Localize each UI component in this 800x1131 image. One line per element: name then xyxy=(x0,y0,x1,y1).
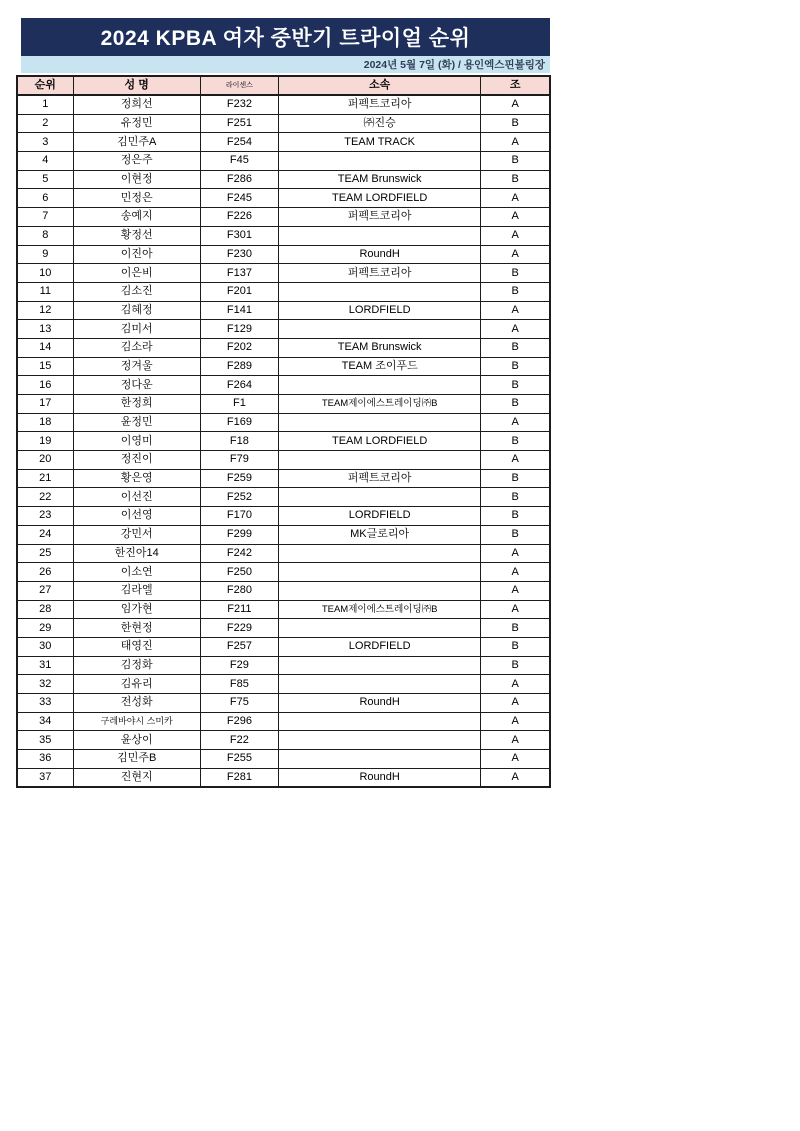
rank-cell: 11 xyxy=(17,282,73,301)
team-cell: TEAM Brunswick xyxy=(278,338,480,357)
table-row xyxy=(17,768,550,787)
name-cell: 김라엘 xyxy=(73,581,200,600)
rank-cell: 12 xyxy=(17,301,73,320)
group-cell: A xyxy=(481,750,550,769)
team-cell: TEAM 조이푸드 xyxy=(278,357,480,376)
table-row xyxy=(17,376,550,395)
team-cell xyxy=(278,282,480,301)
table-row xyxy=(17,95,550,114)
name-cell: 황정선 xyxy=(73,226,200,245)
team-cell xyxy=(278,413,480,432)
rank-cell: 9 xyxy=(17,245,73,264)
license-cell: F229 xyxy=(200,619,278,638)
table-row xyxy=(17,488,550,507)
rank-cell: 13 xyxy=(17,320,73,339)
name-cell: 한현정 xyxy=(73,619,200,638)
table-row xyxy=(17,525,550,544)
group-cell: B xyxy=(481,152,550,171)
table-row xyxy=(17,133,550,152)
team-cell: TEAM제이에스트레이딩㈜B xyxy=(278,600,480,619)
table-row xyxy=(17,413,550,432)
team-cell xyxy=(278,563,480,582)
team-cell: RoundH xyxy=(278,694,480,713)
name-cell: 정은주 xyxy=(73,152,200,171)
license-cell: F85 xyxy=(200,675,278,694)
team-cell: ㈜진승 xyxy=(278,114,480,133)
name-cell: 한진아14 xyxy=(73,544,200,563)
team-cell xyxy=(278,656,480,675)
rank-cell: 10 xyxy=(17,264,73,283)
table-row xyxy=(17,338,550,357)
rank-cell: 8 xyxy=(17,226,73,245)
table-row xyxy=(17,432,550,451)
col-header-license: 라이센스 xyxy=(200,76,278,95)
group-cell: A xyxy=(481,208,550,227)
name-cell: 민정은 xyxy=(73,189,200,208)
table-row xyxy=(17,675,550,694)
table-row xyxy=(17,245,550,264)
team-cell: 퍼펙트코리아 xyxy=(278,264,480,283)
group-cell: B xyxy=(481,507,550,526)
name-cell: 윤정민 xyxy=(73,413,200,432)
license-cell: F286 xyxy=(200,170,278,189)
group-cell: A xyxy=(481,451,550,470)
group-cell: B xyxy=(481,469,550,488)
team-cell xyxy=(278,451,480,470)
license-cell: F255 xyxy=(200,750,278,769)
rank-cell: 19 xyxy=(17,432,73,451)
license-cell: F264 xyxy=(200,376,278,395)
rank-cell: 27 xyxy=(17,581,73,600)
license-cell: F242 xyxy=(200,544,278,563)
license-cell: F45 xyxy=(200,152,278,171)
license-cell: F18 xyxy=(200,432,278,451)
license-cell: F137 xyxy=(200,264,278,283)
team-cell xyxy=(278,731,480,750)
name-cell: 강민서 xyxy=(73,525,200,544)
table-row xyxy=(17,226,550,245)
license-cell: F75 xyxy=(200,694,278,713)
group-cell: B xyxy=(481,357,550,376)
table-row xyxy=(17,357,550,376)
table-row xyxy=(17,395,550,414)
table-row xyxy=(17,637,550,656)
table-row xyxy=(17,301,550,320)
table-row xyxy=(17,189,550,208)
group-cell: A xyxy=(481,694,550,713)
license-cell: F245 xyxy=(200,189,278,208)
team-cell: TEAM LORDFIELD xyxy=(278,189,480,208)
group-cell: A xyxy=(481,133,550,152)
name-cell: 송예지 xyxy=(73,208,200,227)
license-cell: F251 xyxy=(200,114,278,133)
group-cell: B xyxy=(481,656,550,675)
table-row xyxy=(17,208,550,227)
rank-cell: 1 xyxy=(17,95,73,114)
group-cell: B xyxy=(481,282,550,301)
license-cell: F301 xyxy=(200,226,278,245)
name-cell: 구레바야시 스미카 xyxy=(73,712,200,731)
name-cell: 태영진 xyxy=(73,637,200,656)
rank-cell: 7 xyxy=(17,208,73,227)
rank-cell: 34 xyxy=(17,712,73,731)
table-row xyxy=(17,750,550,769)
group-cell: A xyxy=(481,712,550,731)
license-cell: F299 xyxy=(200,525,278,544)
group-cell: A xyxy=(481,544,550,563)
license-cell: F169 xyxy=(200,413,278,432)
license-cell: F252 xyxy=(200,488,278,507)
team-cell xyxy=(278,226,480,245)
group-cell: A xyxy=(481,581,550,600)
team-cell xyxy=(278,581,480,600)
rank-cell: 37 xyxy=(17,768,73,787)
col-header-rank: 순위 xyxy=(17,76,73,95)
team-cell: 퍼펙트코리아 xyxy=(278,208,480,227)
license-cell: F230 xyxy=(200,245,278,264)
rank-cell: 29 xyxy=(17,619,73,638)
rank-cell: 3 xyxy=(17,133,73,152)
table-row xyxy=(17,152,550,171)
group-cell: B xyxy=(481,619,550,638)
rank-cell: 28 xyxy=(17,600,73,619)
table-row xyxy=(17,581,550,600)
name-cell: 김소라 xyxy=(73,338,200,357)
table-row xyxy=(17,712,550,731)
team-cell xyxy=(278,488,480,507)
group-cell: B xyxy=(481,114,550,133)
table-row xyxy=(17,282,550,301)
license-cell: F232 xyxy=(200,95,278,114)
group-cell: B xyxy=(481,395,550,414)
team-cell: 퍼펙트코리아 xyxy=(278,95,480,114)
license-cell: F202 xyxy=(200,338,278,357)
rank-cell: 5 xyxy=(17,170,73,189)
group-cell: B xyxy=(481,376,550,395)
name-cell: 정겨울 xyxy=(73,357,200,376)
table-row xyxy=(17,694,550,713)
rank-cell: 6 xyxy=(17,189,73,208)
team-cell: MK글로리아 xyxy=(278,525,480,544)
name-cell: 진현지 xyxy=(73,768,200,787)
col-header-group: 조 xyxy=(481,76,550,95)
license-cell: F22 xyxy=(200,731,278,750)
rank-cell: 32 xyxy=(17,675,73,694)
table-row xyxy=(17,563,550,582)
page-title: 2024 KPBA 여자 중반기 트라이얼 순위 xyxy=(100,27,471,50)
table-row xyxy=(17,619,550,638)
team-cell xyxy=(278,320,480,339)
table-header-row xyxy=(17,76,550,95)
group-cell: A xyxy=(481,245,550,264)
rank-cell: 17 xyxy=(17,395,73,414)
name-cell: 윤상이 xyxy=(73,731,200,750)
table-row xyxy=(17,731,550,750)
name-cell: 김유리 xyxy=(73,675,200,694)
name-cell: 이진아 xyxy=(73,245,200,264)
rank-cell: 4 xyxy=(17,152,73,171)
team-cell xyxy=(278,712,480,731)
rank-cell: 26 xyxy=(17,563,73,582)
table-row xyxy=(17,544,550,563)
rank-cell: 36 xyxy=(17,750,73,769)
team-cell: LORDFIELD xyxy=(278,301,480,320)
table-row xyxy=(17,656,550,675)
name-cell: 정다운 xyxy=(73,376,200,395)
col-header-name: 성 명 xyxy=(73,76,200,95)
name-cell: 정진이 xyxy=(73,451,200,470)
license-cell: F296 xyxy=(200,712,278,731)
rank-cell: 25 xyxy=(17,544,73,563)
name-cell: 김민주B xyxy=(73,750,200,769)
name-cell: 이소연 xyxy=(73,563,200,582)
license-cell: F211 xyxy=(200,600,278,619)
team-cell: LORDFIELD xyxy=(278,637,480,656)
license-cell: F170 xyxy=(200,507,278,526)
team-cell xyxy=(278,675,480,694)
rankings-table-body xyxy=(17,95,550,787)
license-cell: F79 xyxy=(200,451,278,470)
group-cell: B xyxy=(481,525,550,544)
table-row xyxy=(17,451,550,470)
table-row xyxy=(17,264,550,283)
group-cell: B xyxy=(481,170,550,189)
table-row xyxy=(17,469,550,488)
group-cell: B xyxy=(481,264,550,283)
team-cell xyxy=(278,152,480,171)
group-cell: A xyxy=(481,226,550,245)
license-cell: F129 xyxy=(200,320,278,339)
license-cell: F259 xyxy=(200,469,278,488)
rank-cell: 22 xyxy=(17,488,73,507)
table-row xyxy=(17,507,550,526)
name-cell: 전성화 xyxy=(73,694,200,713)
rank-cell: 14 xyxy=(17,338,73,357)
rank-cell: 35 xyxy=(17,731,73,750)
license-cell: F281 xyxy=(200,768,278,787)
team-cell: RoundH xyxy=(278,768,480,787)
col-header-team: 소속 xyxy=(278,76,480,95)
license-cell: F29 xyxy=(200,656,278,675)
team-cell xyxy=(278,544,480,563)
rank-cell: 33 xyxy=(17,694,73,713)
group-cell: B xyxy=(481,432,550,451)
group-cell: A xyxy=(481,301,550,320)
name-cell: 유정민 xyxy=(73,114,200,133)
rank-cell: 20 xyxy=(17,451,73,470)
group-cell: A xyxy=(481,413,550,432)
group-cell: A xyxy=(481,768,550,787)
rankings-table xyxy=(16,75,551,788)
name-cell: 정희선 xyxy=(73,95,200,114)
group-cell: A xyxy=(481,189,550,208)
rank-cell: 23 xyxy=(17,507,73,526)
team-cell: TEAM LORDFIELD xyxy=(278,432,480,451)
rank-cell: 24 xyxy=(17,525,73,544)
event-date-venue: 2024년 5월 7일 (화) / 용인엑스핀볼링장 xyxy=(363,59,545,71)
name-cell: 황은영 xyxy=(73,469,200,488)
name-cell: 김소진 xyxy=(73,282,200,301)
name-cell: 김미서 xyxy=(73,320,200,339)
rank-cell: 31 xyxy=(17,656,73,675)
team-cell: RoundH xyxy=(278,245,480,264)
team-cell xyxy=(278,750,480,769)
team-cell: LORDFIELD xyxy=(278,507,480,526)
group-cell: B xyxy=(481,488,550,507)
team-cell xyxy=(278,376,480,395)
group-cell: A xyxy=(481,731,550,750)
group-cell: A xyxy=(481,320,550,339)
license-cell: F141 xyxy=(200,301,278,320)
license-cell: F250 xyxy=(200,563,278,582)
license-cell: F289 xyxy=(200,357,278,376)
table-row xyxy=(17,600,550,619)
license-cell: F226 xyxy=(200,208,278,227)
rank-cell: 18 xyxy=(17,413,73,432)
team-cell: 퍼펙트코리아 xyxy=(278,469,480,488)
license-cell: F1 xyxy=(200,395,278,414)
name-cell: 김혜정 xyxy=(73,301,200,320)
title-banner xyxy=(21,18,550,56)
table-row xyxy=(17,170,550,189)
rank-cell: 16 xyxy=(17,376,73,395)
table-row xyxy=(17,114,550,133)
team-cell: TEAM TRACK xyxy=(278,133,480,152)
rank-cell: 15 xyxy=(17,357,73,376)
rank-cell: 30 xyxy=(17,637,73,656)
name-cell: 이영미 xyxy=(73,432,200,451)
team-cell: TEAM Brunswick xyxy=(278,170,480,189)
group-cell: B xyxy=(481,637,550,656)
group-cell: A xyxy=(481,600,550,619)
rank-cell: 21 xyxy=(17,469,73,488)
group-cell: A xyxy=(481,675,550,694)
team-cell xyxy=(278,619,480,638)
name-cell: 이선진 xyxy=(73,488,200,507)
group-cell: B xyxy=(481,338,550,357)
table-row xyxy=(17,320,550,339)
name-cell: 이현정 xyxy=(73,170,200,189)
license-cell: F254 xyxy=(200,133,278,152)
group-cell: A xyxy=(481,95,550,114)
name-cell: 김민주A xyxy=(73,133,200,152)
date-venue-bar xyxy=(21,56,550,73)
name-cell: 김정화 xyxy=(73,656,200,675)
name-cell: 이선영 xyxy=(73,507,200,526)
license-cell: F257 xyxy=(200,637,278,656)
name-cell: 이은비 xyxy=(73,264,200,283)
license-cell: F201 xyxy=(200,282,278,301)
name-cell: 임가현 xyxy=(73,600,200,619)
rank-cell: 2 xyxy=(17,114,73,133)
name-cell: 한정희 xyxy=(73,395,200,414)
team-cell: TEAM제이에스트레이딩㈜B xyxy=(278,395,480,414)
group-cell: A xyxy=(481,563,550,582)
license-cell: F280 xyxy=(200,581,278,600)
